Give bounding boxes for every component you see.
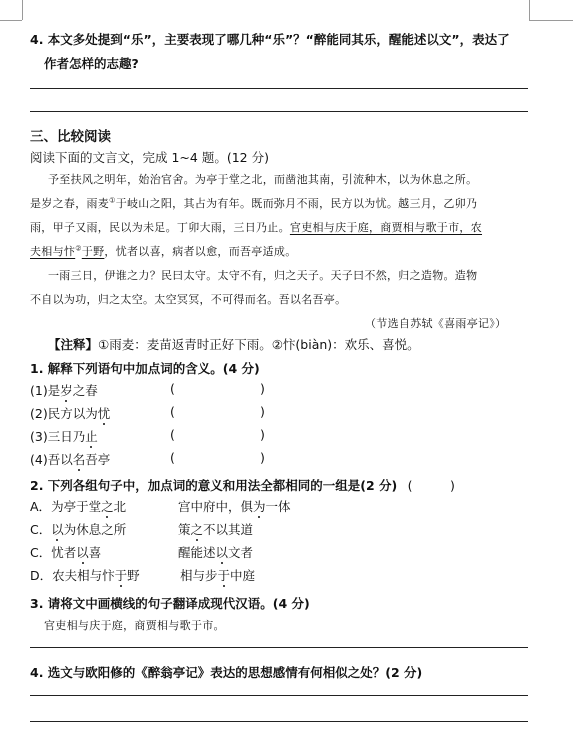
passage-text: ，忧者以喜，病者以愈，而吾亭适成。	[104, 245, 297, 258]
passage-text: 于岐山之阳，其占为有年。既而弥月不雨，民方以为忧。越三月，乙卯乃	[115, 197, 478, 210]
q2-option-pair	[178, 520, 253, 538]
dotted-word: 止	[85, 429, 98, 444]
notes-text: ①雨麦：麦苗返青时正好下雨。②忭(biàn)：欢乐、喜悦。	[98, 337, 420, 352]
q1-item	[30, 450, 110, 468]
passage-line: 不自以为功，归之太空。太空冥冥，不可得而名。吾以名吾亭。	[30, 293, 347, 306]
q2-option[interactable]	[30, 543, 101, 561]
passage-line: 予至扶风之明年，始治官舍。为亭于堂之北，而凿池其南，引流种木，以为休息之所。	[48, 173, 478, 186]
notes	[48, 335, 420, 353]
answer-line[interactable]	[30, 695, 528, 696]
q1-item-pre: (1)是	[30, 383, 61, 398]
q2-option-text: 一体	[265, 499, 291, 514]
q1-answer-paren-open[interactable]: (	[170, 404, 175, 419]
q2-option-text: 醒能述	[178, 545, 216, 560]
footnote-mark: ①	[109, 196, 116, 205]
q1-item-pre: (4)吾以	[30, 452, 73, 467]
q1-item-pre: (3)三日乃	[30, 429, 86, 444]
underlined-sentence: 夫相与忭	[30, 245, 76, 258]
q2-option-letter: A．	[30, 499, 52, 514]
dotted-word: 以	[51, 522, 64, 537]
q1-answer-paren-close[interactable]: )	[260, 404, 265, 419]
q1-item	[30, 404, 110, 422]
answer-line[interactable]	[30, 647, 528, 648]
dotted-word: 于	[114, 568, 128, 583]
q4-top-line1: 4. 本文多处提到“乐”，主要表现了哪几种“乐”？“醉能同其乐，醒能述以文”，表达了	[30, 32, 510, 47]
q2-option-text: 农夫相与忭	[52, 568, 115, 583]
q2-option[interactable]	[30, 520, 126, 538]
q2-option-text: 忧者	[51, 545, 77, 560]
q3-sentence: 官吏相与庆于庭，商贾相与歌于市。	[44, 619, 225, 632]
corner-mark-left-v	[22, 0, 23, 20]
q2-option-pair	[178, 543, 253, 561]
passage-line	[30, 219, 482, 235]
q2-option-letter: D．	[30, 568, 53, 583]
q2-option-text: 喜	[88, 545, 102, 560]
dotted-word: 以	[76, 545, 89, 560]
q2-answer-paren[interactable]: ( )	[407, 478, 455, 493]
q3-title: 3. 请将文中画横线的句子翻译成现代汉语。(4 分)	[30, 596, 310, 611]
passage-line	[30, 195, 477, 211]
footnote-mark: ②	[75, 244, 82, 253]
q2-title	[30, 476, 455, 494]
q4-top-line2: 作者怎样的志趣?	[44, 56, 139, 71]
q1-answer-paren-close[interactable]: )	[260, 381, 265, 396]
q2-option-text: 北	[113, 499, 127, 514]
dotted-word: 为	[253, 499, 266, 514]
q2-option[interactable]	[30, 566, 140, 584]
notes-label: 【注释】	[48, 337, 99, 352]
q2-option-text: 野	[127, 568, 140, 583]
corner-mark-left-h	[0, 20, 22, 21]
q1-answer-paren-close[interactable]: )	[260, 450, 265, 465]
passage-line	[30, 243, 297, 259]
q2-option-text: 为亭于堂	[51, 499, 102, 514]
dotted-word: 于	[217, 568, 231, 583]
dotted-word: 之	[190, 522, 204, 537]
q1-item	[30, 381, 98, 399]
section-title: 三、比较阅读	[30, 129, 111, 145]
q1-item-post: 之春	[72, 383, 98, 398]
q2-option-pair	[180, 566, 255, 584]
q1-answer-paren-close[interactable]: )	[260, 427, 265, 442]
q2-option-letter: C．	[30, 545, 52, 560]
q2-option-pair	[178, 497, 291, 515]
answer-line[interactable]	[30, 721, 528, 722]
section-intro: 阅读下面的文言文，完成 1~4 题。(12 分)	[30, 150, 269, 165]
q1-answer-paren-open[interactable]: (	[170, 427, 175, 442]
underlined-sentence: 官吏相与庆于庭，商贾相与歌于市，农	[289, 221, 483, 234]
passage-text: 是岁之春，雨麦	[30, 197, 110, 210]
dotted-word: 名	[72, 452, 86, 467]
q1-item-pre: (2)民方以为	[30, 406, 98, 421]
dotted-word: 以	[215, 545, 229, 560]
answer-line[interactable]	[30, 88, 528, 89]
q2-title-text: 2. 下列各组句子中，加点词的意义和用法全都相同的一组是(2 分)	[30, 478, 398, 493]
q1-answer-paren-open[interactable]: (	[170, 450, 175, 465]
q2-option-text: 策	[178, 522, 191, 537]
q1-item	[30, 427, 98, 445]
q2-option-text: 不以其道	[203, 522, 254, 537]
dotted-word: 岁	[60, 383, 73, 398]
corner-mark-right-h	[529, 20, 573, 21]
q2-option-letter: C．	[30, 522, 52, 537]
q1-title: 1. 解释下列语句中加点词的含义。(4 分)	[30, 361, 260, 376]
passage-line: 一雨三日，伊谁之力？民曰太守。太守不有，归之天子。天子曰不然，归之造物。造物	[48, 269, 478, 282]
dotted-word: 之	[101, 499, 114, 514]
q2-option-text: 中庭	[230, 568, 256, 583]
corner-mark-right-v	[529, 0, 530, 20]
q1-answer-paren-open[interactable]: (	[170, 381, 175, 396]
q1-item-post: 吾亭	[85, 452, 111, 467]
dotted-word: 忧	[97, 406, 111, 421]
passage-source: （节选自苏轼《喜雨亭记》）	[365, 317, 507, 330]
underlined-sentence: 于野	[81, 245, 105, 258]
q2-option-text: 相与步	[180, 568, 218, 583]
q4-title: 4. 选文与欧阳修的《醉翁亭记》表达的思想感情有何相似之处？(2 分)	[30, 665, 423, 680]
answer-line[interactable]	[30, 111, 528, 112]
q2-option-text: 文者	[228, 545, 254, 560]
passage-text: 雨，甲子又雨，民以为未足。丁卯大雨，三日乃止。	[30, 221, 290, 234]
q2-option[interactable]	[30, 497, 126, 515]
q2-option-text: 宫中府中，俱	[178, 499, 254, 514]
q2-option-text: 为休息之所	[63, 522, 127, 537]
